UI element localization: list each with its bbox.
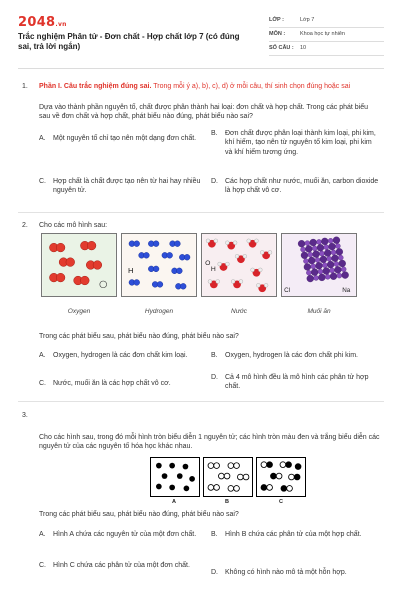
hydrogen-label: H: [128, 265, 134, 275]
option-a[interactable]: A. Một nguyên tố chỉ tạo nên một dạng đơn chất.: [39, 135, 197, 142]
page-title: Trắc nghiệm Phân tử - Đơn chất - Hợp chất lớp 7 (có đúng sai, trả lời ngắn): [18, 32, 240, 51]
meta-row-count: SỐ CÂU : 10: [269, 42, 384, 56]
question-2-intro: Cho các mô hình sau:: [39, 222, 108, 229]
option-a[interactable]: A. Hình A chứa các nguyên tử của một đơn chất.: [39, 531, 197, 538]
caption-oxygen: Oxygen: [67, 308, 91, 315]
atom-figures: [22, 457, 382, 509]
question-1-stem: Dựa vào thành phần nguyên tố, chất được phân thành hai loại: đơn chất và hợp chất. Trong các phát biểu sau về đơn chất và hợp chất, phát biểu nào đúng, phát biểu nào sai?: [39, 104, 369, 121]
caption-water: Nước: [231, 308, 247, 315]
option-b[interactable]: B. Oxygen, hydrogen là các đơn chất phi kim.: [211, 352, 358, 359]
figure-b-image: [203, 457, 253, 497]
salt-cl-label: Cl: [284, 287, 291, 295]
figure-c-image: [256, 457, 306, 497]
question-separator: [18, 212, 384, 213]
question-3-question: Trong các phát biểu sau, phát biểu nào đúng, phát biểu nào sai?: [39, 511, 239, 518]
oxygen-model-image: [41, 233, 117, 297]
caption-hydrogen: Hydrogen: [144, 308, 174, 315]
caption-salt: Muối ăn: [307, 308, 331, 315]
hydrogen-model-image: [121, 233, 197, 297]
option-c[interactable]: C. Hình C chứa các phân tử của một đơn chất.: [39, 562, 190, 569]
water-model-image: [201, 233, 277, 297]
salt-na-label: Na: [342, 287, 351, 295]
figure-c-label: C: [279, 499, 283, 505]
option-d[interactable]: D. Cả 4 mô hình đều là mô hình các phân tử hợp chất.: [211, 374, 369, 391]
option-c[interactable]: C. Nước, muối ăn là các hợp chất vô cơ.: [39, 380, 171, 387]
salt-model-image: [281, 233, 357, 297]
question-number: 1.: [22, 83, 28, 90]
model-captions: [41, 308, 357, 317]
meta-row-class: LỚP : Lớp 7: [269, 14, 384, 28]
option-a[interactable]: A. Oxygen, hydrogen là các đơn chất kim loại.: [39, 352, 188, 359]
site-logo[interactable]: 2048.vn: [18, 15, 67, 30]
figure-b-label: B: [225, 499, 229, 505]
option-b[interactable]: B. Đơn chất được phân loại thành kim loại, phi kim, khí hiếm, tạo nên từ nguyên tố kim loại, phi kim và khí hiếm tương ứng.: [211, 130, 376, 156]
question-3-stem: Cho các hình sau, trong đó mỗi hình tròn biểu diễn 1 nguyên tử; các hình tròn màu đen và trắng biểu diễn các nguyên tử của các nguyên tố hóa học khác nhau.: [39, 434, 380, 451]
question-1-instruction: Phần I. Câu trắc nghiệm đúng sai. Trong mỗi ý a), b), c), d) ở mỗi câu, thí sinh chọn đúng hoặc sai: [39, 83, 351, 90]
question-separator: [18, 401, 384, 402]
water-o-label: O: [205, 260, 211, 267]
figure-a-image: [150, 457, 200, 497]
option-d[interactable]: D. Các hợp chất như nước, muối ăn, carbon dioxide là hợp chất vô cơ.: [211, 178, 379, 195]
option-b[interactable]: B. Hình B chứa các phân tử của một hợp chất.: [211, 531, 362, 538]
meta-table: [269, 14, 384, 56]
figure-a-label: A: [172, 499, 176, 505]
meta-row-subject: MÔN : Khoa học tự nhiên: [269, 28, 384, 42]
question-number: 3.: [22, 412, 28, 419]
question-2-stem: Trong các phát biểu sau, phát biểu nào đúng, phát biểu nào sai?: [39, 333, 239, 340]
header-divider: [18, 68, 384, 69]
water-h-label: H: [210, 265, 216, 273]
page-header: [18, 14, 384, 60]
option-c[interactable]: C. Hợp chất là chất được tạo nên từ hai hay nhiều nguyên tử.: [39, 178, 201, 195]
question-number: 2.: [22, 222, 28, 229]
option-d[interactable]: D. Không có hình nào mô tả một hỗn hợp.: [211, 569, 347, 576]
molecule-models: [41, 233, 357, 297]
